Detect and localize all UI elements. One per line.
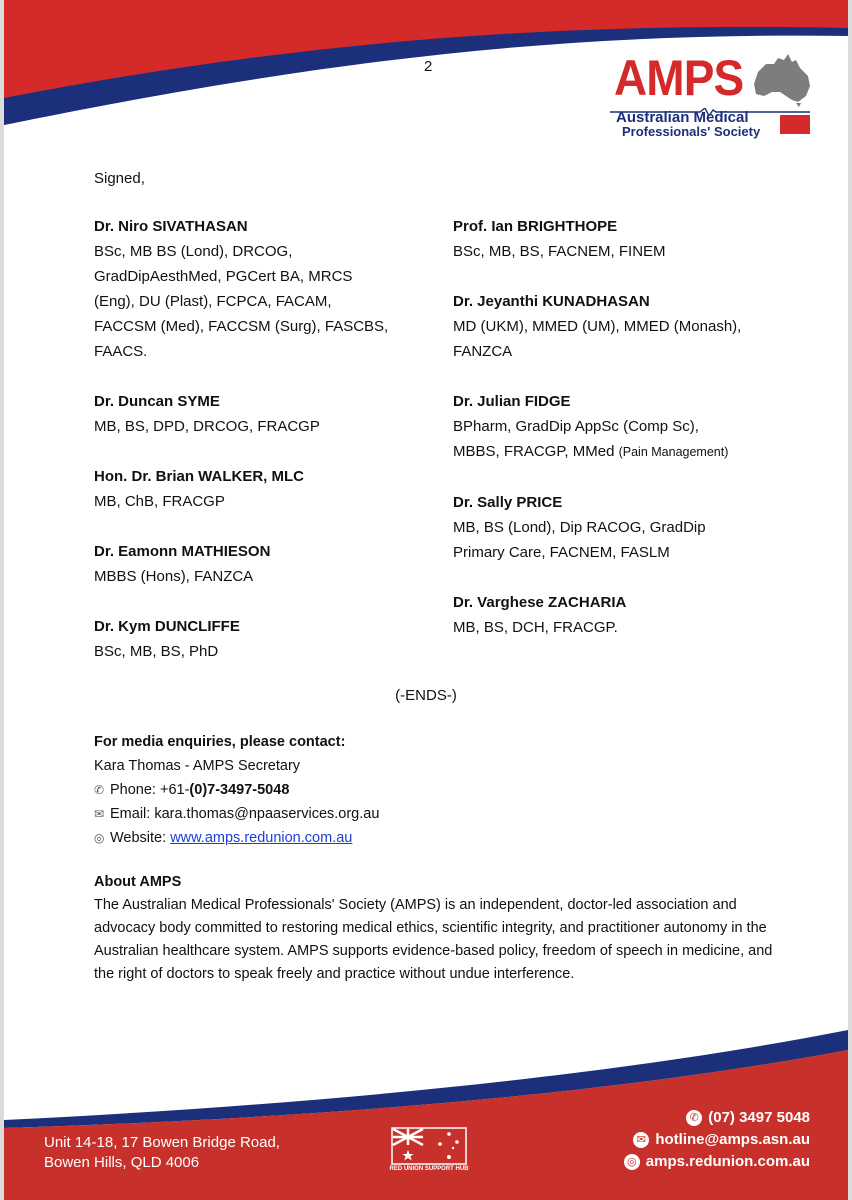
footer-email[interactable]: hotline@amps.asn.au: [655, 1131, 810, 1148]
signatory-name: Dr. Jeyanthi KUNADHASAN: [453, 293, 650, 310]
footer-phone-line: [624, 1107, 810, 1129]
signatory: [453, 389, 783, 465]
signatory-credentials: Primary Care, FACNEM, FASLM: [453, 544, 670, 561]
about-section: [94, 871, 784, 986]
signatory-credentials: FACCSM (Med), FACCSM (Surg), FASCBS,: [94, 318, 389, 335]
footer-website[interactable]: amps.redunion.com.au: [645, 1153, 810, 1170]
page-number: 2: [424, 58, 433, 75]
phone-label: Phone: +61-: [110, 782, 190, 798]
media-contact-block: [94, 730, 379, 850]
signatory-credentials: MB, BS (Lond), Dip RACOG, GradDip: [453, 519, 706, 536]
envelope-icon: ✉: [633, 1132, 649, 1148]
signatory-name: Dr. Eamonn MATHIESON: [94, 543, 271, 560]
envelope-icon: ✉: [94, 807, 105, 821]
about-title: About AMPS: [94, 874, 182, 890]
signatory-name: Dr. Niro SIVATHASAN: [94, 218, 248, 235]
website-link[interactable]: www.amps.redunion.com.au: [170, 830, 353, 846]
signatory-credentials: [453, 439, 783, 465]
signatory-name: Hon. Dr. Brian WALKER, MLC: [94, 468, 304, 485]
phone-icon: ✆: [94, 783, 105, 797]
footer-address: [44, 1133, 280, 1173]
signatory-name: Dr. Duncan SYME: [94, 393, 220, 410]
footer-contact: [624, 1107, 810, 1173]
address-line1: Unit 14-18, 17 Bowen Bridge Road,: [44, 1134, 280, 1151]
globe-icon: ◎: [624, 1154, 640, 1170]
signatory: [94, 614, 434, 664]
logo-red-block: [780, 115, 810, 134]
amps-logo: [610, 50, 820, 140]
signatories-left-column: [94, 214, 434, 689]
signatory-credentials: FAACS.: [94, 343, 148, 360]
media-title: For media enquiries, please contact:: [94, 734, 346, 750]
footer-email-line: [624, 1129, 810, 1151]
logo-subtitle-line1: Australian Medical: [616, 109, 749, 126]
australia-map-icon: [752, 52, 814, 108]
signatory: [453, 289, 783, 364]
signatory-credentials: BPharm, GradDip AppSc (Comp Sc),: [453, 418, 699, 435]
signed-label: Signed,: [94, 170, 145, 187]
signatory: [453, 490, 783, 565]
badge-text: RED UNION SUPPORT HUB: [389, 1166, 469, 1172]
website-label: Website:: [110, 830, 171, 846]
phone-icon: ✆: [686, 1110, 702, 1126]
footer-website-line: [624, 1151, 810, 1173]
red-union-badge: [389, 1127, 469, 1177]
signatory: [94, 389, 434, 439]
document-page: [4, 0, 848, 1200]
signatory-credentials: MB, BS, DCH, FRACGP.: [453, 619, 618, 636]
signatory-credentials: MBBS (Hons), FANZCA: [94, 568, 254, 585]
signatory: [94, 464, 434, 514]
signatories-right-column: [453, 214, 783, 665]
contact-name: Kara Thomas - AMPS Secretary: [94, 758, 301, 774]
signatory-credentials: BSc, MB BS (Lond), DRCOG,: [94, 243, 293, 260]
phone-line: [94, 778, 379, 802]
ends-marker: (-ENDS-): [395, 687, 457, 704]
signatory-credentials-text: MBBS, FRACGP, MMed: [453, 443, 615, 460]
footer-phone: (07) 3497 5048: [708, 1109, 810, 1126]
signatory-credentials: MB, BS, DPD, DRCOG, FRACGP: [94, 418, 320, 435]
about-body: The Australian Medical Professionals' Society (AMPS) is an independent, doctor-led association and advocacy body committed to restoring medical ethics, scientific integrity, and practitioner autonomy in the Australian healthcare system. AMPS supports evidence-based policy, freedom of speech in medicine, and the right of doctors to speak freely and practice without undue interference.: [94, 897, 773, 982]
signatory-credentials: FANZCA: [453, 343, 513, 360]
signatory-credentials: GradDipAesthMed, PGCert BA, MRCS: [94, 268, 353, 285]
signatory-name: Dr. Julian FIDGE: [453, 393, 571, 410]
signatory-name: Dr. Kym DUNCLIFFE: [94, 618, 240, 635]
signatory: [453, 214, 783, 264]
logo-subtitle-line2: Professionals' Society: [622, 124, 761, 139]
website-line: [94, 826, 379, 850]
signatory-credentials: MD (UKM), MMED (UM), MMED (Monash),: [453, 318, 742, 335]
globe-icon: ◎: [94, 831, 105, 845]
email-text: Email: kara.thomas@npaaservices.org.au: [110, 806, 380, 822]
signatory: [453, 590, 783, 640]
signatory-credentials: BSc, MB, BS, PhD: [94, 643, 219, 660]
signatory-credentials: MB, ChB, FRACGP: [94, 493, 225, 510]
signatory: [94, 539, 434, 589]
phone-number: (0)7-3497-5048: [189, 782, 290, 798]
address-line2: Bowen Hills, QLD 4006: [44, 1154, 200, 1171]
signatory-name: Dr. Sally PRICE: [453, 494, 563, 511]
signatory-credentials: (Eng), DU (Plast), FCPCA, FACAM,: [94, 293, 332, 310]
signatory-credentials-note: (Pain Management): [618, 445, 729, 459]
signatory: [94, 214, 434, 364]
signatory-name: Dr. Varghese ZACHARIA: [453, 594, 627, 611]
signatory-name: Prof. Ian BRIGHTHOPE: [453, 218, 618, 235]
email-line: [94, 802, 379, 826]
logo-wordmark: AMPS: [614, 50, 744, 106]
signatory-credentials: BSc, MB, BS, FACNEM, FINEM: [453, 243, 666, 260]
